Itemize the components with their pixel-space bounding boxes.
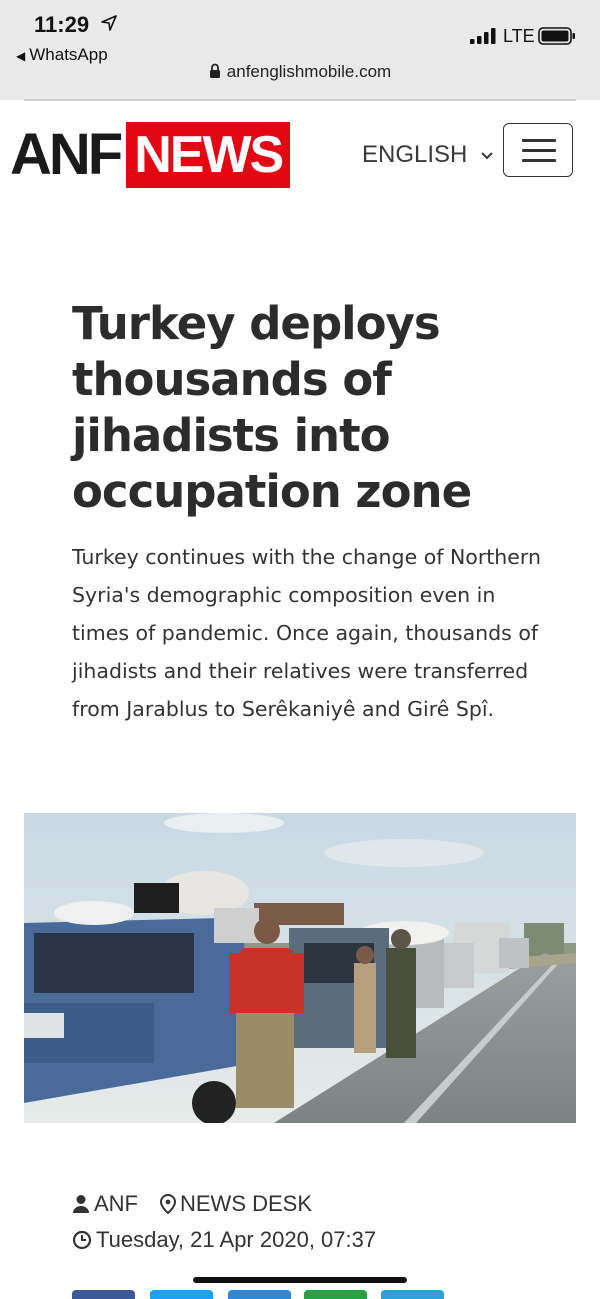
article-location[interactable]: NEWS DESK — [180, 1191, 313, 1216]
hamburger-icon-line — [522, 139, 556, 142]
share-twitter-button[interactable] — [150, 1290, 213, 1299]
article-photo[interactable] — [24, 813, 576, 1123]
article-date: Tuesday, 21 Apr 2020, 07:37 — [96, 1227, 377, 1252]
site-header — [0, 101, 600, 201]
clock-icon — [72, 1230, 92, 1250]
signal-icon — [470, 28, 498, 44]
article-summary: Turkey continues with the change of Northern Syria's demographic composition even in times of pandemic. Once again, thousands of jihadists and their relatives were transferred from Jarablus to Serêkaniyê and Girê Spî. — [72, 545, 541, 721]
menu-button[interactable] — [503, 123, 573, 177]
logo-anf-text: ANF — [10, 122, 121, 187]
lock-icon — [209, 63, 221, 79]
battery-icon — [538, 27, 576, 45]
site-logo[interactable] — [10, 121, 290, 189]
location-arrow-icon — [101, 15, 117, 31]
chevron-down-icon — [480, 151, 494, 161]
status-time: 11:29 — [34, 12, 90, 37]
language-selector[interactable] — [362, 141, 494, 169]
share-whatsapp-button[interactable] — [304, 1290, 367, 1299]
user-icon — [72, 1194, 90, 1214]
network-type: LTE — [503, 26, 535, 46]
share-email-button[interactable] — [381, 1290, 444, 1299]
article-headline: Turkey deploys thousands of jihadists into occupation zone — [72, 297, 472, 518]
url-text: anfenglishmobile.com — [226, 62, 392, 81]
hamburger-icon-line — [522, 149, 556, 152]
back-app-label: WhatsApp — [29, 45, 108, 64]
logo-news-text: NEWS — [126, 122, 290, 188]
home-indicator[interactable] — [193, 1277, 407, 1283]
hamburger-icon-line — [522, 159, 556, 162]
article-author[interactable]: ANF — [94, 1191, 138, 1216]
back-triangle-icon: ◀ — [16, 49, 26, 63]
article-meta — [72, 1190, 376, 1254]
share-telegram-button[interactable] — [228, 1290, 291, 1299]
map-marker-icon — [160, 1194, 176, 1214]
share-facebook-button[interactable] — [72, 1290, 135, 1299]
browser-status-area — [0, 0, 600, 100]
address-bar[interactable] — [0, 62, 600, 90]
article-photo-illustration — [24, 813, 576, 1123]
language-label: ENGLISH — [362, 141, 468, 168]
